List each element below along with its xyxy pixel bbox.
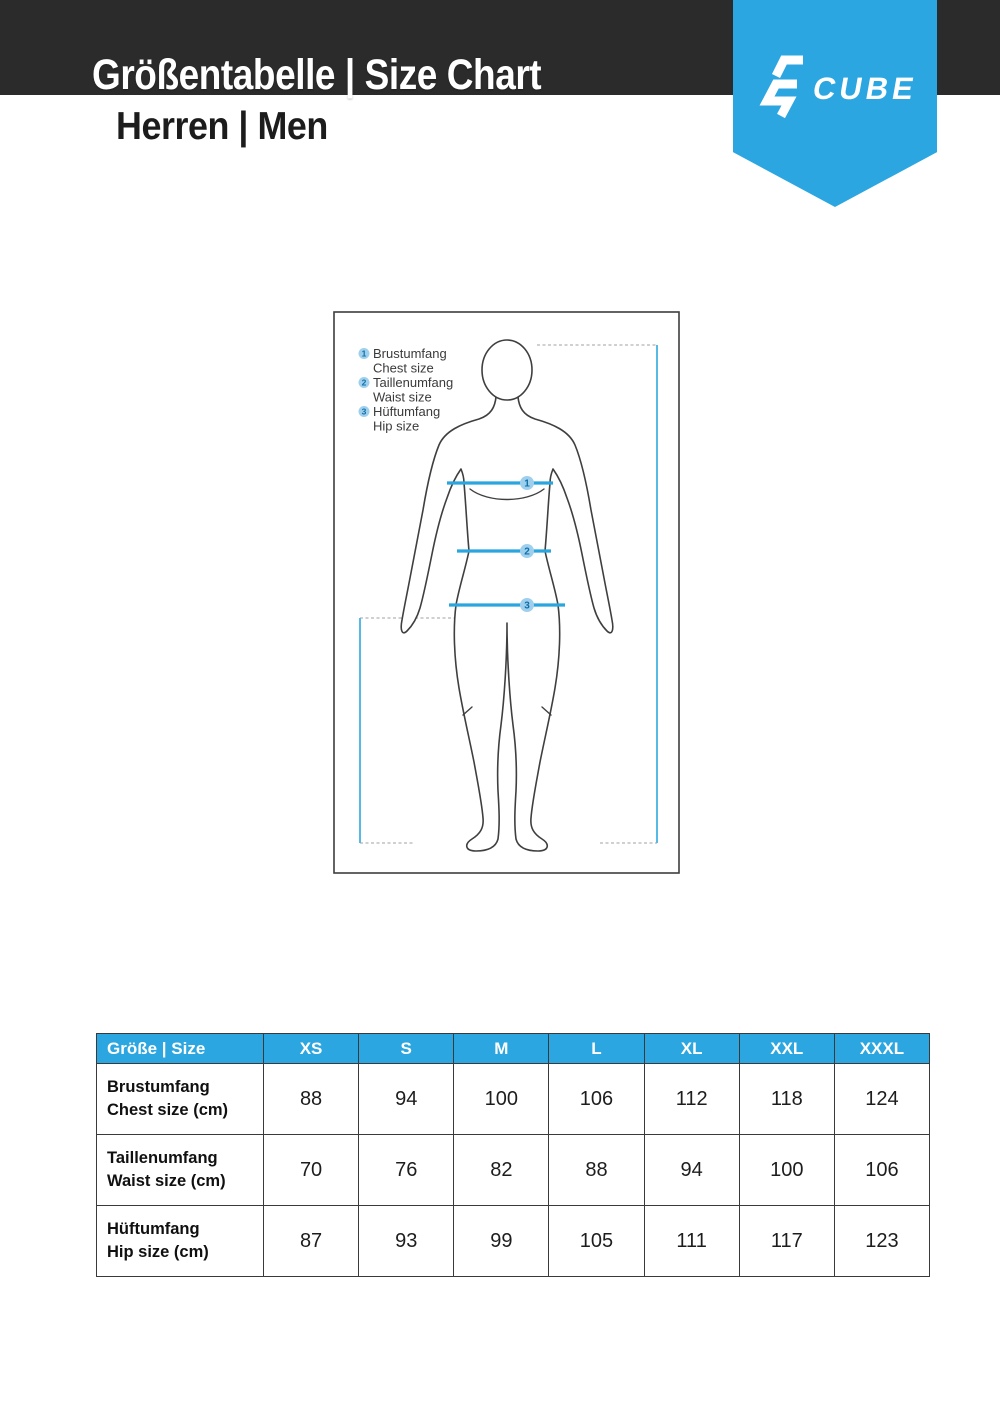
value-cell: 88 — [264, 1064, 359, 1135]
value-cell: 93 — [359, 1206, 454, 1277]
header-cell-xl: XL — [644, 1034, 739, 1064]
value-cell: 70 — [264, 1135, 359, 1206]
measurement-marker-chest — [520, 476, 534, 490]
value-cell: 99 — [454, 1206, 549, 1277]
value-cell: 88 — [549, 1135, 644, 1206]
value-cell: 87 — [264, 1206, 359, 1277]
value-cell: 106 — [834, 1135, 929, 1206]
value-cell: 106 — [549, 1064, 644, 1135]
row-label-en: Waist size (cm) — [107, 1172, 226, 1190]
svg-text:1: 1 — [524, 478, 530, 490]
row-label-de: Hüftumfang — [107, 1219, 200, 1238]
row-label-en: Hip size (cm) — [107, 1243, 209, 1261]
svg-text:Brustumfang: Brustumfang — [373, 346, 447, 361]
table-row-waist — [97, 1135, 930, 1206]
table-row-hip — [97, 1206, 930, 1277]
value-cell: 117 — [739, 1206, 834, 1277]
value-cell: 111 — [644, 1206, 739, 1277]
value-cell: 94 — [644, 1135, 739, 1206]
cube-logo-mark — [767, 60, 803, 116]
row-label-waist — [97, 1135, 264, 1206]
svg-text:Waist size: Waist size — [373, 389, 432, 405]
measurement-marker-waist — [520, 544, 534, 558]
cube-logo — [733, 0, 937, 150]
row-label-hip — [97, 1206, 264, 1277]
value-cell: 118 — [739, 1064, 834, 1135]
header-cell-xxl: XXL — [739, 1034, 834, 1064]
svg-text:Hip size: Hip size — [373, 418, 420, 434]
svg-text:1: 1 — [361, 348, 367, 359]
size-table — [96, 1033, 930, 1277]
header-cell-s: S — [359, 1034, 454, 1064]
value-cell: 100 — [454, 1064, 549, 1135]
value-cell: 100 — [739, 1135, 834, 1206]
svg-text:Chest size: Chest size — [373, 360, 434, 376]
row-label-chest — [97, 1064, 264, 1135]
value-cell: 82 — [454, 1135, 549, 1206]
measurement-marker-hip — [520, 598, 534, 612]
body-head — [482, 340, 532, 400]
page-subtitle: Herren | Men — [116, 105, 328, 148]
cube-logo-text: CUBE — [810, 71, 921, 106]
svg-text:Taillenumfang: Taillenumfang — [373, 375, 454, 390]
header-cell-xxxl: XXXL — [834, 1034, 929, 1064]
brand-ribbon — [733, 0, 937, 207]
svg-text:Hüftumfang: Hüftumfang — [373, 404, 441, 419]
svg-text:2: 2 — [524, 546, 530, 558]
svg-text:3: 3 — [524, 600, 530, 612]
value-cell: 124 — [834, 1064, 929, 1135]
table-header-row — [97, 1034, 930, 1064]
svg-text:2: 2 — [361, 377, 367, 388]
header-cell-m: M — [454, 1034, 549, 1064]
header-cell-l: L — [549, 1034, 644, 1064]
page-title: Größentabelle | Size Chart — [92, 51, 542, 99]
row-label-de: Taillenumfang — [107, 1148, 218, 1167]
row-label-en: Chest size (cm) — [107, 1101, 229, 1119]
value-cell: 94 — [359, 1064, 454, 1135]
size-diagram — [333, 311, 680, 874]
value-cell: 123 — [834, 1206, 929, 1277]
svg-text:3: 3 — [361, 406, 367, 417]
value-cell: 112 — [644, 1064, 739, 1135]
value-cell: 105 — [549, 1206, 644, 1277]
value-cell: 76 — [359, 1135, 454, 1206]
table-row-chest — [97, 1064, 930, 1135]
header-cell-xs: XS — [264, 1034, 359, 1064]
header-cell-size-label: Größe | Size — [97, 1034, 264, 1064]
row-label-de: Brustumfang — [107, 1077, 210, 1096]
